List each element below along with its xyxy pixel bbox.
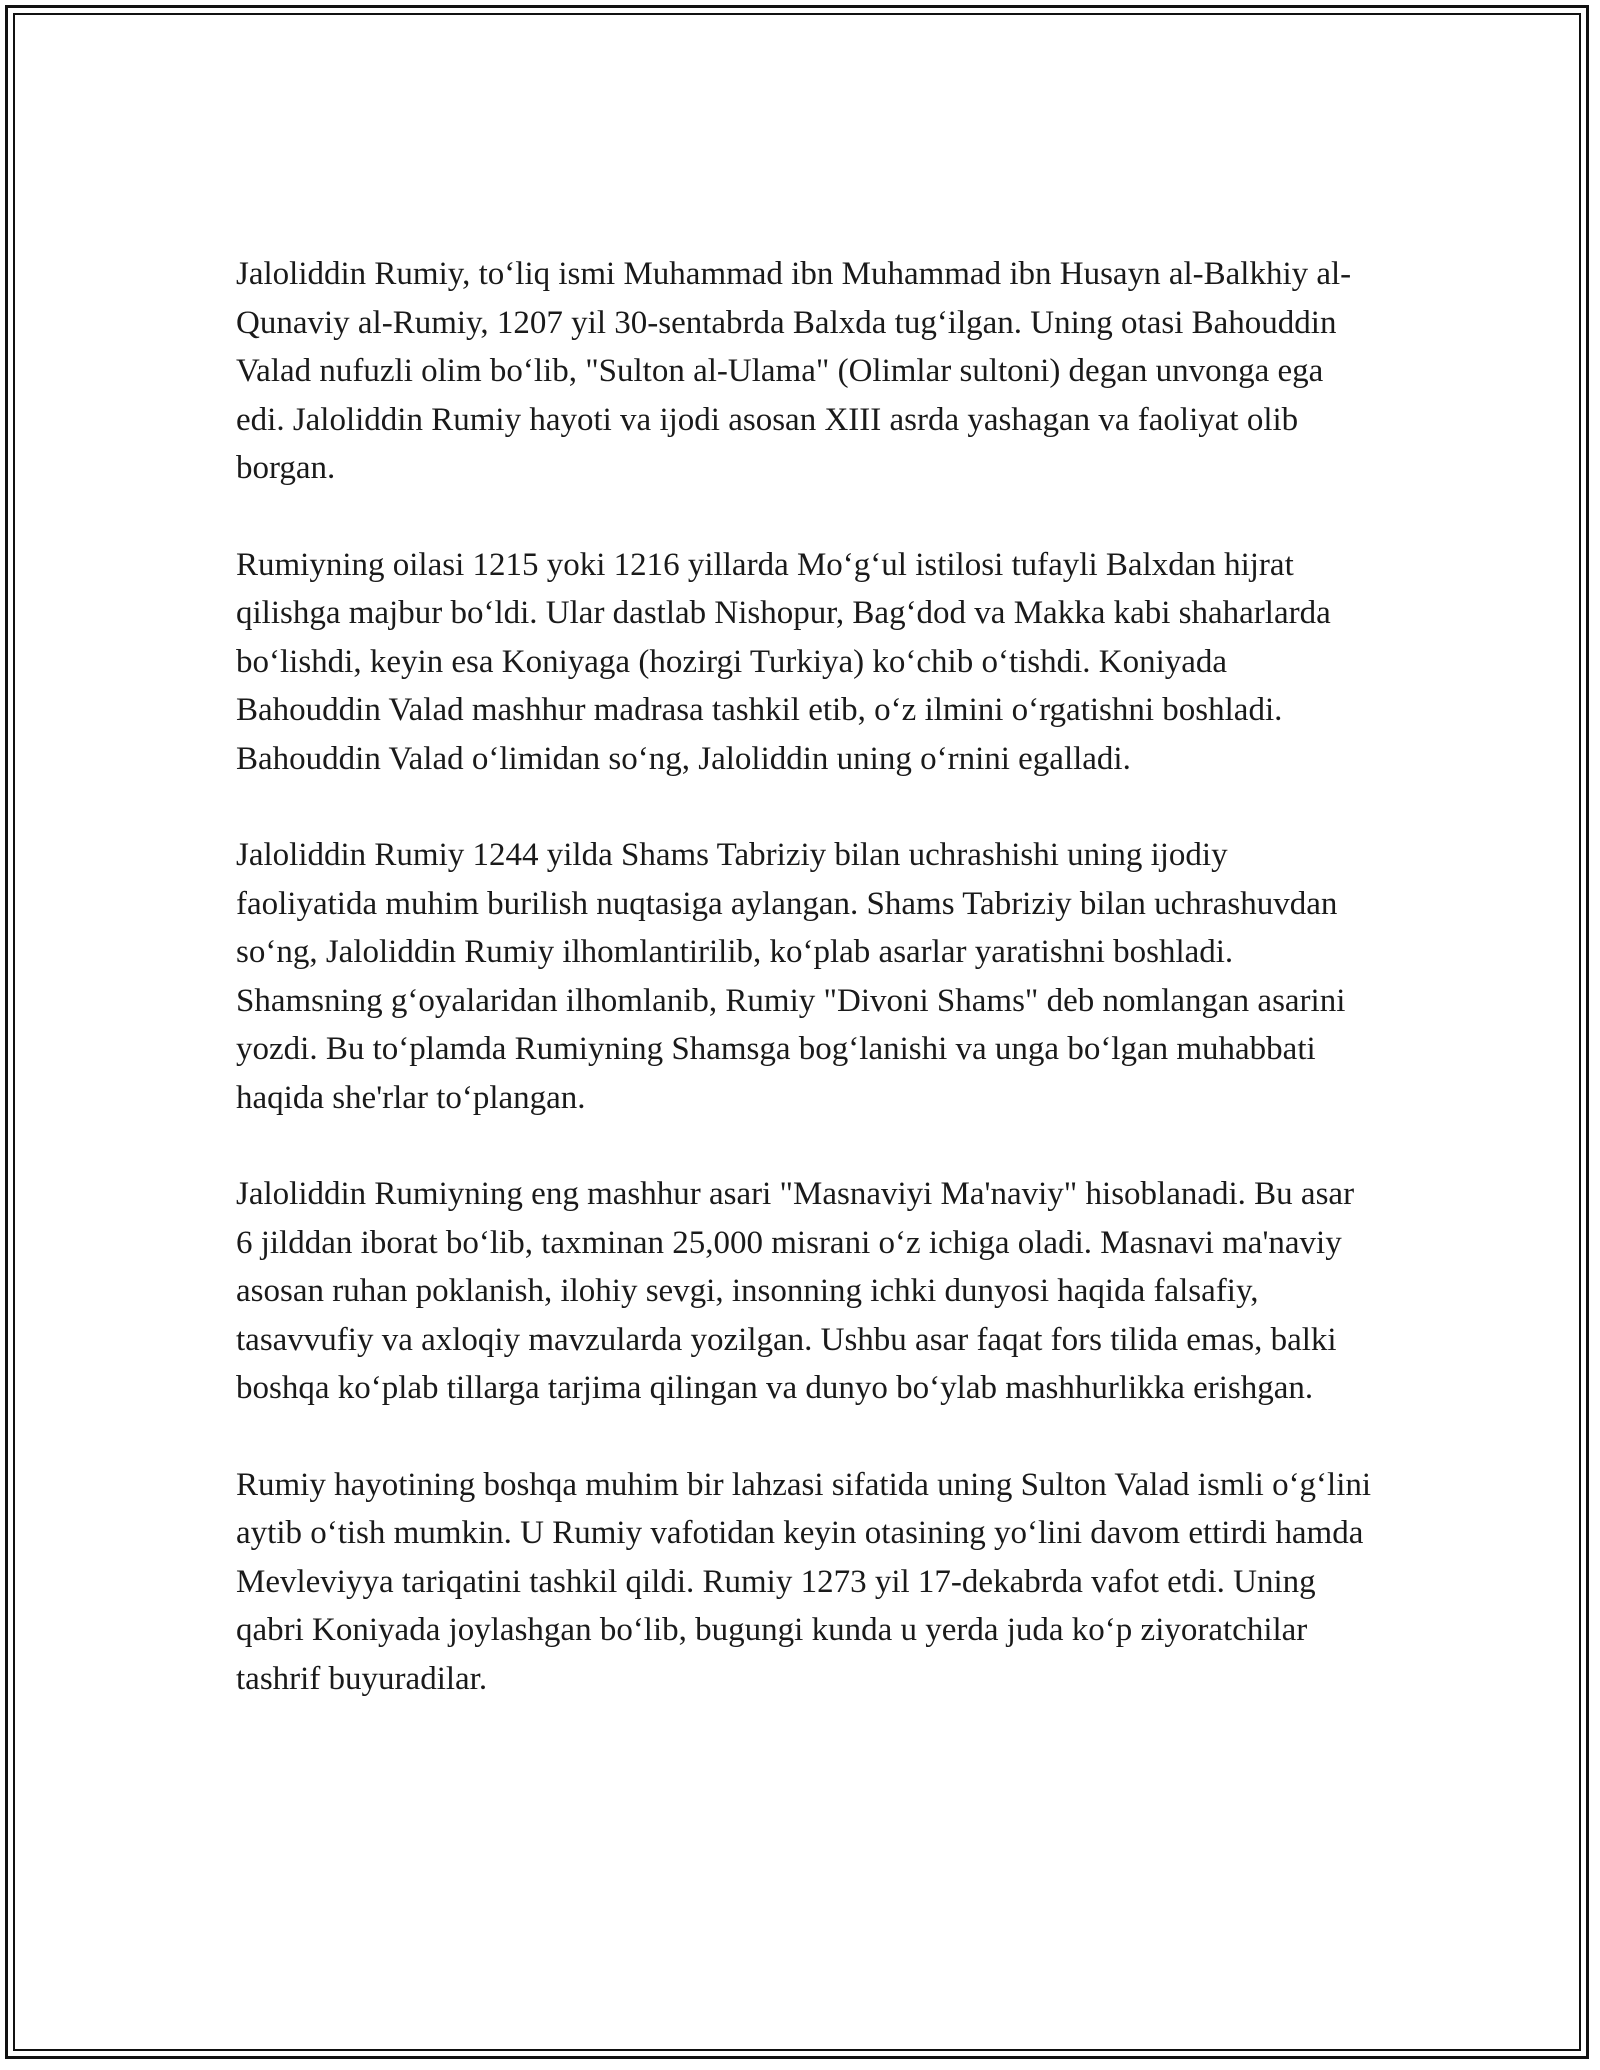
paragraph-shams-tabriziy: Jaloliddin Rumiy 1244 yilda Shams Tabriziy bilan uchrashishi uning ijodiy faoliyatida muhim burilish nuqtasiga aylangan. Shams Tabriziy bilan uchrashuvdan so‘ng, Jaloliddin Rumiy ilhomlantirilib, ko‘plab asarlar yaratishni boshladi. Shamsning g‘oyalaridan ilhomlanib, Rumiy "Divoni Shams" deb nomlangan asarini yozdi. Bu to‘plamda Rumiyning Shamsga bog‘lanishi va unga bo‘lgan muhabbati haqida she'rlar to‘plangan. (236, 837, 1346, 1116)
paragraph-masnavi: Jaloliddin Rumiyning eng mashhur asari "Masnaviyi Ma'naviy" hisoblanadi. Bu asar 6 jilddan iborat bo‘lib, taxminan 25,000 misrani o‘z ichiga oladi. Masnavi ma'naviy asosan ruhan poklanish, ilohiy sevgi, insonning ichki dunyosi haqida falsafiy, tasavvufiy va axloqiy mavzularda yozilgan. Ushbu asar faqat fors tilida emas, balki boshqa ko‘plab tillarga tarjima qilingan va dunyo bo‘ylab mashhurlikka erishgan. (236, 1176, 1355, 1406)
paragraph-migration: Rumiyning oilasi 1215 yoki 1216 yillarda Mo‘g‘ul istilosi tufayli Balxdan hijrat qilishga majbur bo‘ldi. Ular dastlab Nishopur, Bag‘dod va Makka kabi shaharlarda bo‘lishdi, keyin esa Koniyaga (hozirgi Turkiya) ko‘chib o‘tishdi. Koniyada Bahouddin Valad mashhur madrasa tashkil etib, o‘z ilmini o‘rgatishni boshladi. Bahouddin Valad o‘limidan so‘ng, Jaloliddin uning o‘rnini egalladi. (236, 546, 1331, 777)
paragraph-early-life: Jaloliddin Rumiy, to‘liq ismi Muhammad ibn Muhammad ibn Husayn al-Balkhiy al-Qunaviy al-Rumiy, 1207 yil 30-sentabrda Balxda tug‘ilgan. Uning otasi Bahouddin Valad nufuzli olim bo‘lib, "Sulton al-Ulama" (Olimlar sultoni) degan unvonga ega edi. Jaloliddin Rumiy hayoti va ijodi asosan XIII asrda yashagan va faoliyat olib borgan. (236, 256, 1352, 486)
document-body (236, 250, 1376, 1751)
paragraph-legacy: Rumiy hayotining boshqa muhim bir lahzasi sifatida uning Sulton Valad ismli o‘g‘lini aytib o‘tish mumkin. U Rumiy vafotidan keyin otasining yo‘lini davom ettirdi hamda Mevleviyya tariqatini tashkil qildi. Rumiy 1273 yil 17-dekabrda vafot etdi. Uning qabri Koniyada joylashgan bo‘lib, bugungi kunda u yerda juda ko‘p ziyoratchilar tashrif buyuradilar. (236, 1466, 1372, 1697)
